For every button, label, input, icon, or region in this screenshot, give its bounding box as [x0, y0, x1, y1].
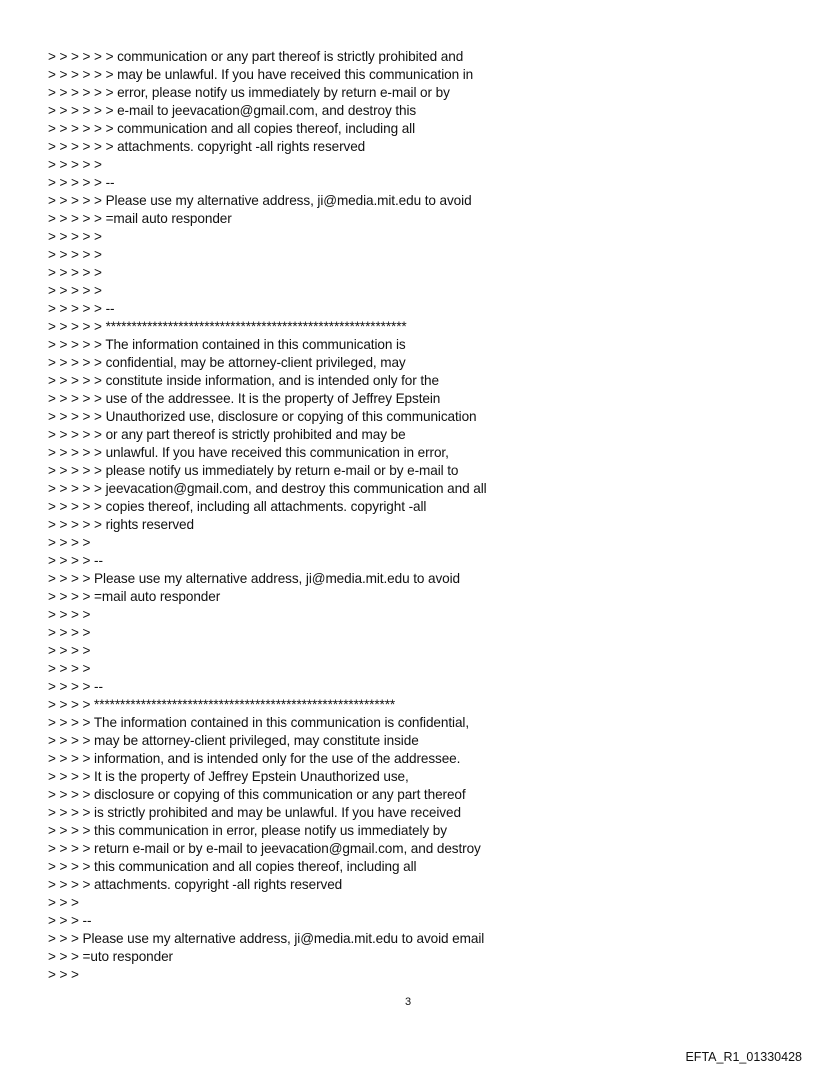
email-line: > > > > information, and is intended only for the use of the addressee.	[48, 751, 461, 766]
email-line: > > > > The information contained in this communication is confidential,	[48, 715, 469, 730]
email-line: > > > > >	[48, 283, 102, 298]
email-line: > > > > **********************************************************	[48, 697, 396, 712]
email-line: > > > > is strictly prohibited and may be unlawful. If you have received	[48, 805, 461, 820]
email-line: > > > > > > e-mail to jeevacation@gmail.com, and destroy this	[48, 103, 417, 118]
email-line: > > > > > please notify us immediately by return e-mail or by e-mail to	[48, 463, 459, 478]
email-line: > > > > =mail auto responder	[48, 589, 221, 604]
email-line: > > > =uto responder	[48, 949, 173, 964]
email-line: > > > > > --	[48, 301, 115, 316]
email-line: > > > > this communication in error, please notify us immediately by	[48, 823, 447, 838]
email-line: > > > --	[48, 913, 92, 928]
email-line: > > > > > > may be unlawful. If you have received this communication in	[48, 67, 474, 82]
email-line: > > > > > constitute inside information, and is intended only for the	[48, 373, 439, 388]
email-line: > > > > > jeevacation@gmail.com, and destroy this communication and all	[48, 481, 487, 496]
email-line: > > > > > use of the addressee. It is the property of Jeffrey Epstein	[48, 391, 441, 406]
email-line: > > > > > rights reserved	[48, 517, 194, 532]
email-line: > > >	[48, 967, 79, 982]
email-line: > > > > >	[48, 157, 102, 172]
quoted-email-body	[48, 48, 788, 984]
email-line: > > > > may be attorney-client privileged, may constitute inside	[48, 733, 419, 748]
email-line: > > > > > > error, please notify us immediately by return e-mail or by	[48, 85, 450, 100]
email-line: > > > > > --	[48, 175, 115, 190]
email-line: > > > > > The information contained in this communication is	[48, 337, 406, 352]
email-line: > > >	[48, 895, 79, 910]
email-line: > > > > > confidential, may be attorney-client privileged, may	[48, 355, 406, 370]
email-line: > > > > > copies thereof, including all attachments. copyright -all	[48, 499, 427, 514]
email-line: > > > >	[48, 607, 91, 622]
email-line: > > > >	[48, 661, 91, 676]
email-line: > > > > >	[48, 265, 102, 280]
email-line: > > > > > **********************************************************	[48, 319, 407, 334]
email-line: > > > > return e-mail or by e-mail to jeevacation@gmail.com, and destroy	[48, 841, 481, 856]
email-line: > > > > > > attachments. copyright -all rights reserved	[48, 139, 366, 154]
page-number: 3	[404, 996, 412, 1008]
email-line: > > > >	[48, 535, 91, 550]
email-line: > > > > > > communication or any part thereof is strictly prohibited and	[48, 49, 464, 64]
email-line: > > > > > > communication and all copies thereof, including all	[48, 121, 416, 136]
document-id: EFTA_R1_01330428	[685, 1050, 802, 1064]
email-line: > > > > attachments. copyright -all rights reserved	[48, 877, 343, 892]
email-line: > > > > > Please use my alternative address, ji@media.mit.edu to avoid	[48, 193, 472, 208]
email-line: > > > >	[48, 625, 91, 640]
email-line: > > > > >	[48, 247, 102, 262]
email-line: > > > > > unlawful. If you have received this communication in error,	[48, 445, 449, 460]
email-line: > > > Please use my alternative address, ji@media.mit.edu to avoid email	[48, 931, 485, 946]
email-line: > > > >	[48, 643, 91, 658]
email-line: > > > > > Unauthorized use, disclosure or copying of this communication	[48, 409, 477, 424]
email-line: > > > > --	[48, 679, 103, 694]
email-line: > > > > disclosure or copying of this communication or any part thereof	[48, 787, 466, 802]
email-line: > > > > this communication and all copies thereof, including all	[48, 859, 417, 874]
email-line: > > > > --	[48, 553, 103, 568]
email-line: > > > > > or any part thereof is strictly prohibited and may be	[48, 427, 406, 442]
email-line: > > > > Please use my alternative address, ji@media.mit.edu to avoid	[48, 571, 461, 586]
email-line: > > > > It is the property of Jeffrey Epstein Unauthorized use,	[48, 769, 409, 784]
email-line: > > > > > =mail auto responder	[48, 211, 232, 226]
email-line: > > > > >	[48, 229, 102, 244]
